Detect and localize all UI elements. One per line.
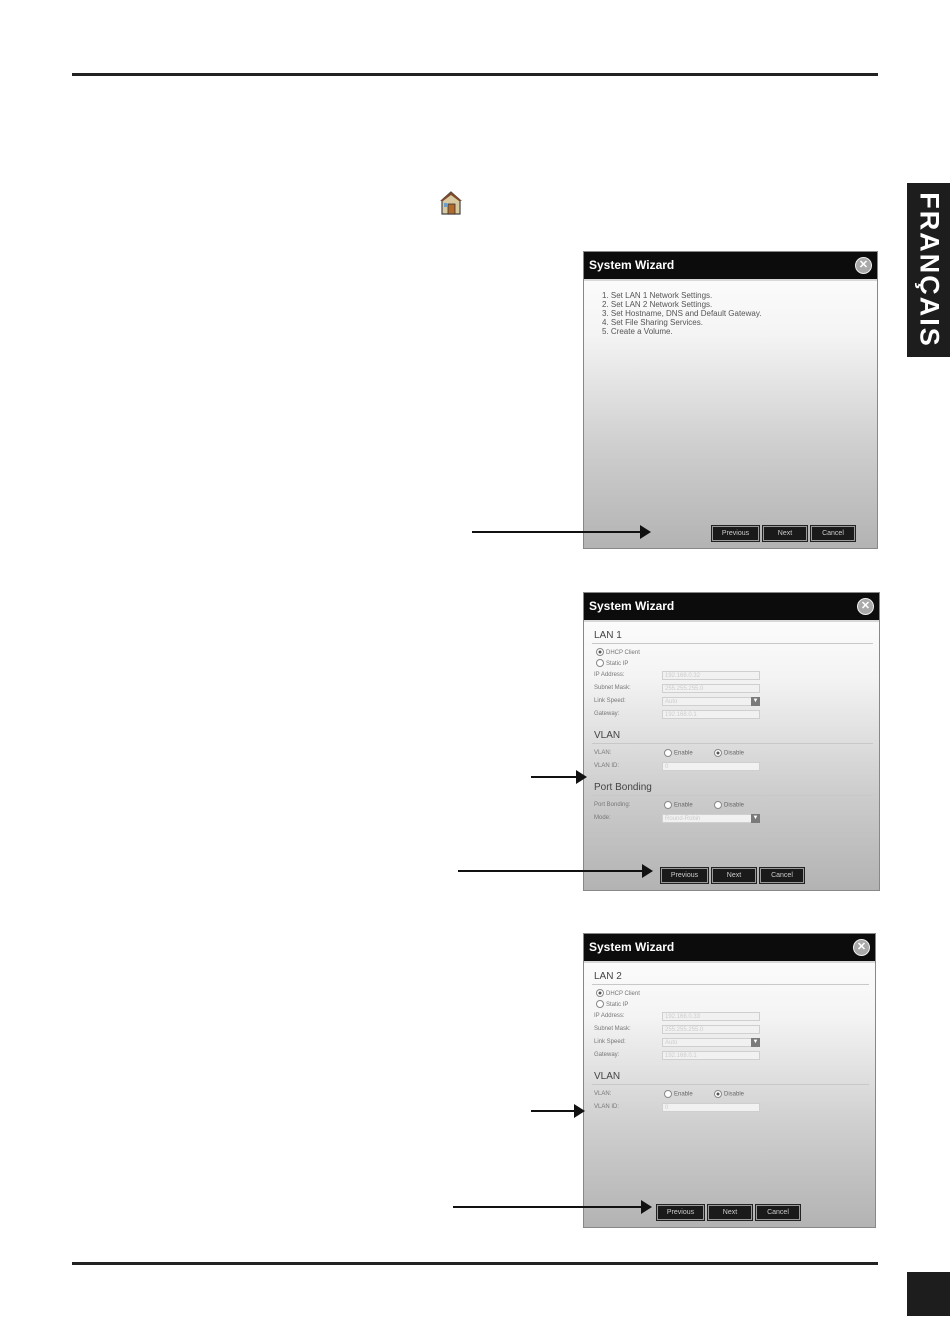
section-title-lan2: LAN 2 xyxy=(594,971,622,982)
dhcp-option[interactable] xyxy=(596,989,875,1000)
bonding-row xyxy=(584,800,879,813)
section-title-vlan: VLAN xyxy=(594,730,621,741)
gateway-row xyxy=(584,1050,875,1063)
gateway-field[interactable]: 192.168.0.1 xyxy=(662,1051,760,1060)
mode-select[interactable] xyxy=(662,814,760,823)
chevron-down-icon[interactable]: ▼ xyxy=(752,815,759,821)
gateway-label: Gateway: xyxy=(594,1052,620,1058)
section-divider xyxy=(592,984,869,985)
section-divider xyxy=(592,795,873,796)
vlan-id-label: VLAN ID: xyxy=(594,1104,620,1110)
wizard-header xyxy=(584,593,879,622)
radio-icon xyxy=(664,801,672,809)
close-icon[interactable]: ✕ xyxy=(857,598,874,615)
wizard-header xyxy=(584,252,877,281)
mode-value: Round-Robin xyxy=(665,816,701,822)
enable-label: Enable xyxy=(674,802,693,809)
top-rule xyxy=(72,73,878,76)
mask-row xyxy=(584,683,879,696)
arrow-to-next xyxy=(472,531,642,533)
mode-label: Mode: xyxy=(594,815,611,821)
disable-label: Disable xyxy=(724,750,745,757)
system-wizard-steps xyxy=(583,251,878,549)
section-title-lan1: LAN 1 xyxy=(594,630,622,641)
radio-icon xyxy=(714,1090,722,1098)
gateway-row xyxy=(584,709,879,722)
vlan-id-field[interactable]: 0 xyxy=(662,1103,760,1112)
section-title-bonding: Port Bonding xyxy=(594,782,652,793)
vlan-disable-option[interactable] xyxy=(714,1090,744,1098)
close-icon[interactable]: ✕ xyxy=(853,939,870,956)
system-wizard-lan2 xyxy=(583,933,876,1228)
radio-icon xyxy=(664,1090,672,1098)
speed-value: Auto xyxy=(665,699,678,705)
cancel-button[interactable]: Cancel xyxy=(760,868,804,883)
enable-label: Enable xyxy=(674,1091,693,1098)
wizard-steps-list xyxy=(602,291,877,336)
bonding-label: Port Bonding: xyxy=(594,802,631,808)
wizard-header xyxy=(584,934,875,963)
disable-label: Disable xyxy=(724,1091,745,1098)
bottom-rule xyxy=(72,1262,878,1265)
static-label: Static IP xyxy=(606,1002,629,1008)
mask-field[interactable]: 255.255.255.0 xyxy=(662,684,760,693)
language-tab-label: FRANÇAIS xyxy=(914,192,944,348)
vlan-id-field[interactable]: 0 xyxy=(662,762,760,771)
step-item: 2. Set LAN 2 Network Settings. xyxy=(602,300,713,309)
wizard-button-row xyxy=(657,1205,800,1220)
mode-row xyxy=(584,813,879,826)
ip-field[interactable]: 192.168.0.33 xyxy=(662,1012,760,1021)
next-button[interactable]: Next xyxy=(763,526,807,541)
static-option[interactable] xyxy=(596,659,879,670)
previous-button[interactable]: Previous xyxy=(661,868,708,883)
section-divider xyxy=(592,1084,869,1085)
dhcp-label: DHCP Client xyxy=(606,650,640,656)
radio-icon xyxy=(596,989,604,997)
cancel-button[interactable]: Cancel xyxy=(756,1205,800,1220)
step-item: 5. Create a Volume. xyxy=(602,327,673,336)
wizard-title: System Wizard xyxy=(589,940,675,954)
static-option[interactable] xyxy=(596,1000,875,1011)
previous-button[interactable]: Previous xyxy=(712,526,759,541)
radio-icon xyxy=(664,749,672,757)
speed-label: Link Speed: xyxy=(594,698,626,704)
static-label: Static IP xyxy=(606,661,629,667)
page-number-box xyxy=(907,1272,950,1316)
next-button[interactable]: Next xyxy=(712,868,756,883)
dhcp-option[interactable] xyxy=(596,648,879,659)
ip-field[interactable]: 192.168.0.32 xyxy=(662,671,760,680)
vlan-label: VLAN: xyxy=(594,750,612,756)
cancel-button[interactable]: Cancel xyxy=(811,526,855,541)
section-divider xyxy=(592,643,873,644)
wizard-button-row xyxy=(712,526,855,541)
speed-label: Link Speed: xyxy=(594,1039,626,1045)
language-tab xyxy=(907,183,950,357)
vlan-label: VLAN: xyxy=(594,1091,612,1097)
arrow-to-next xyxy=(453,1206,643,1208)
enable-label: Enable xyxy=(674,750,693,757)
chevron-down-icon[interactable]: ▼ xyxy=(752,1039,759,1045)
speed-row xyxy=(584,1037,875,1050)
vlan-row xyxy=(584,748,879,761)
mask-row xyxy=(584,1024,875,1037)
ip-row xyxy=(584,1011,875,1024)
ip-label: IP Address: xyxy=(594,1013,625,1019)
radio-icon xyxy=(714,749,722,757)
mask-label: Subnet Mask: xyxy=(594,1026,631,1032)
vlan-enable-option[interactable] xyxy=(664,1090,693,1098)
step-item: 3. Set Hostname, DNS and Default Gateway. xyxy=(602,309,762,318)
wizard-title: System Wizard xyxy=(589,258,675,272)
vlan-enable-option[interactable] xyxy=(664,749,693,757)
gateway-label: Gateway: xyxy=(594,711,620,717)
wizard-title: System Wizard xyxy=(589,599,675,613)
vlan-row xyxy=(584,1089,875,1102)
vlan-id-row xyxy=(584,1102,875,1115)
radio-icon xyxy=(596,659,604,667)
speed-select[interactable] xyxy=(662,1038,760,1047)
arrow-to-next xyxy=(458,870,644,872)
vlan-disable-option[interactable] xyxy=(714,749,744,757)
speed-row xyxy=(584,696,879,709)
step-item: 4. Set File Sharing Services. xyxy=(602,318,703,327)
section-divider xyxy=(592,743,873,744)
step-item: 1. Set LAN 1 Network Settings. xyxy=(602,291,713,300)
mask-label: Subnet Mask: xyxy=(594,685,631,691)
ip-label: IP Address: xyxy=(594,672,625,678)
ip-row xyxy=(584,670,879,683)
radio-icon xyxy=(714,801,722,809)
wizard-button-row xyxy=(661,868,804,883)
dhcp-label: DHCP Client xyxy=(606,991,640,997)
mask-field[interactable]: 255.255.255.0 xyxy=(662,1025,760,1034)
vlan-id-label: VLAN ID: xyxy=(594,763,620,769)
speed-select[interactable] xyxy=(662,697,760,706)
bonding-enable-option[interactable] xyxy=(664,801,693,809)
chevron-down-icon[interactable]: ▼ xyxy=(752,698,759,704)
section-title-vlan: VLAN xyxy=(594,1071,621,1082)
radio-icon xyxy=(596,648,604,656)
disable-label: Disable xyxy=(724,802,745,809)
arrow-to-vlan xyxy=(531,776,578,778)
arrow-to-vlan xyxy=(531,1110,576,1112)
bonding-disable-option[interactable] xyxy=(714,801,744,809)
close-icon[interactable]: ✕ xyxy=(855,257,872,274)
speed-value: Auto xyxy=(665,1040,678,1046)
system-wizard-lan1 xyxy=(583,592,880,891)
vlan-id-row xyxy=(584,761,879,774)
wizard-house-icon xyxy=(440,191,462,215)
radio-icon xyxy=(596,1000,604,1008)
previous-button[interactable]: Previous xyxy=(657,1205,704,1220)
gateway-field[interactable]: 192.168.0.1 xyxy=(662,710,760,719)
next-button[interactable]: Next xyxy=(708,1205,752,1220)
